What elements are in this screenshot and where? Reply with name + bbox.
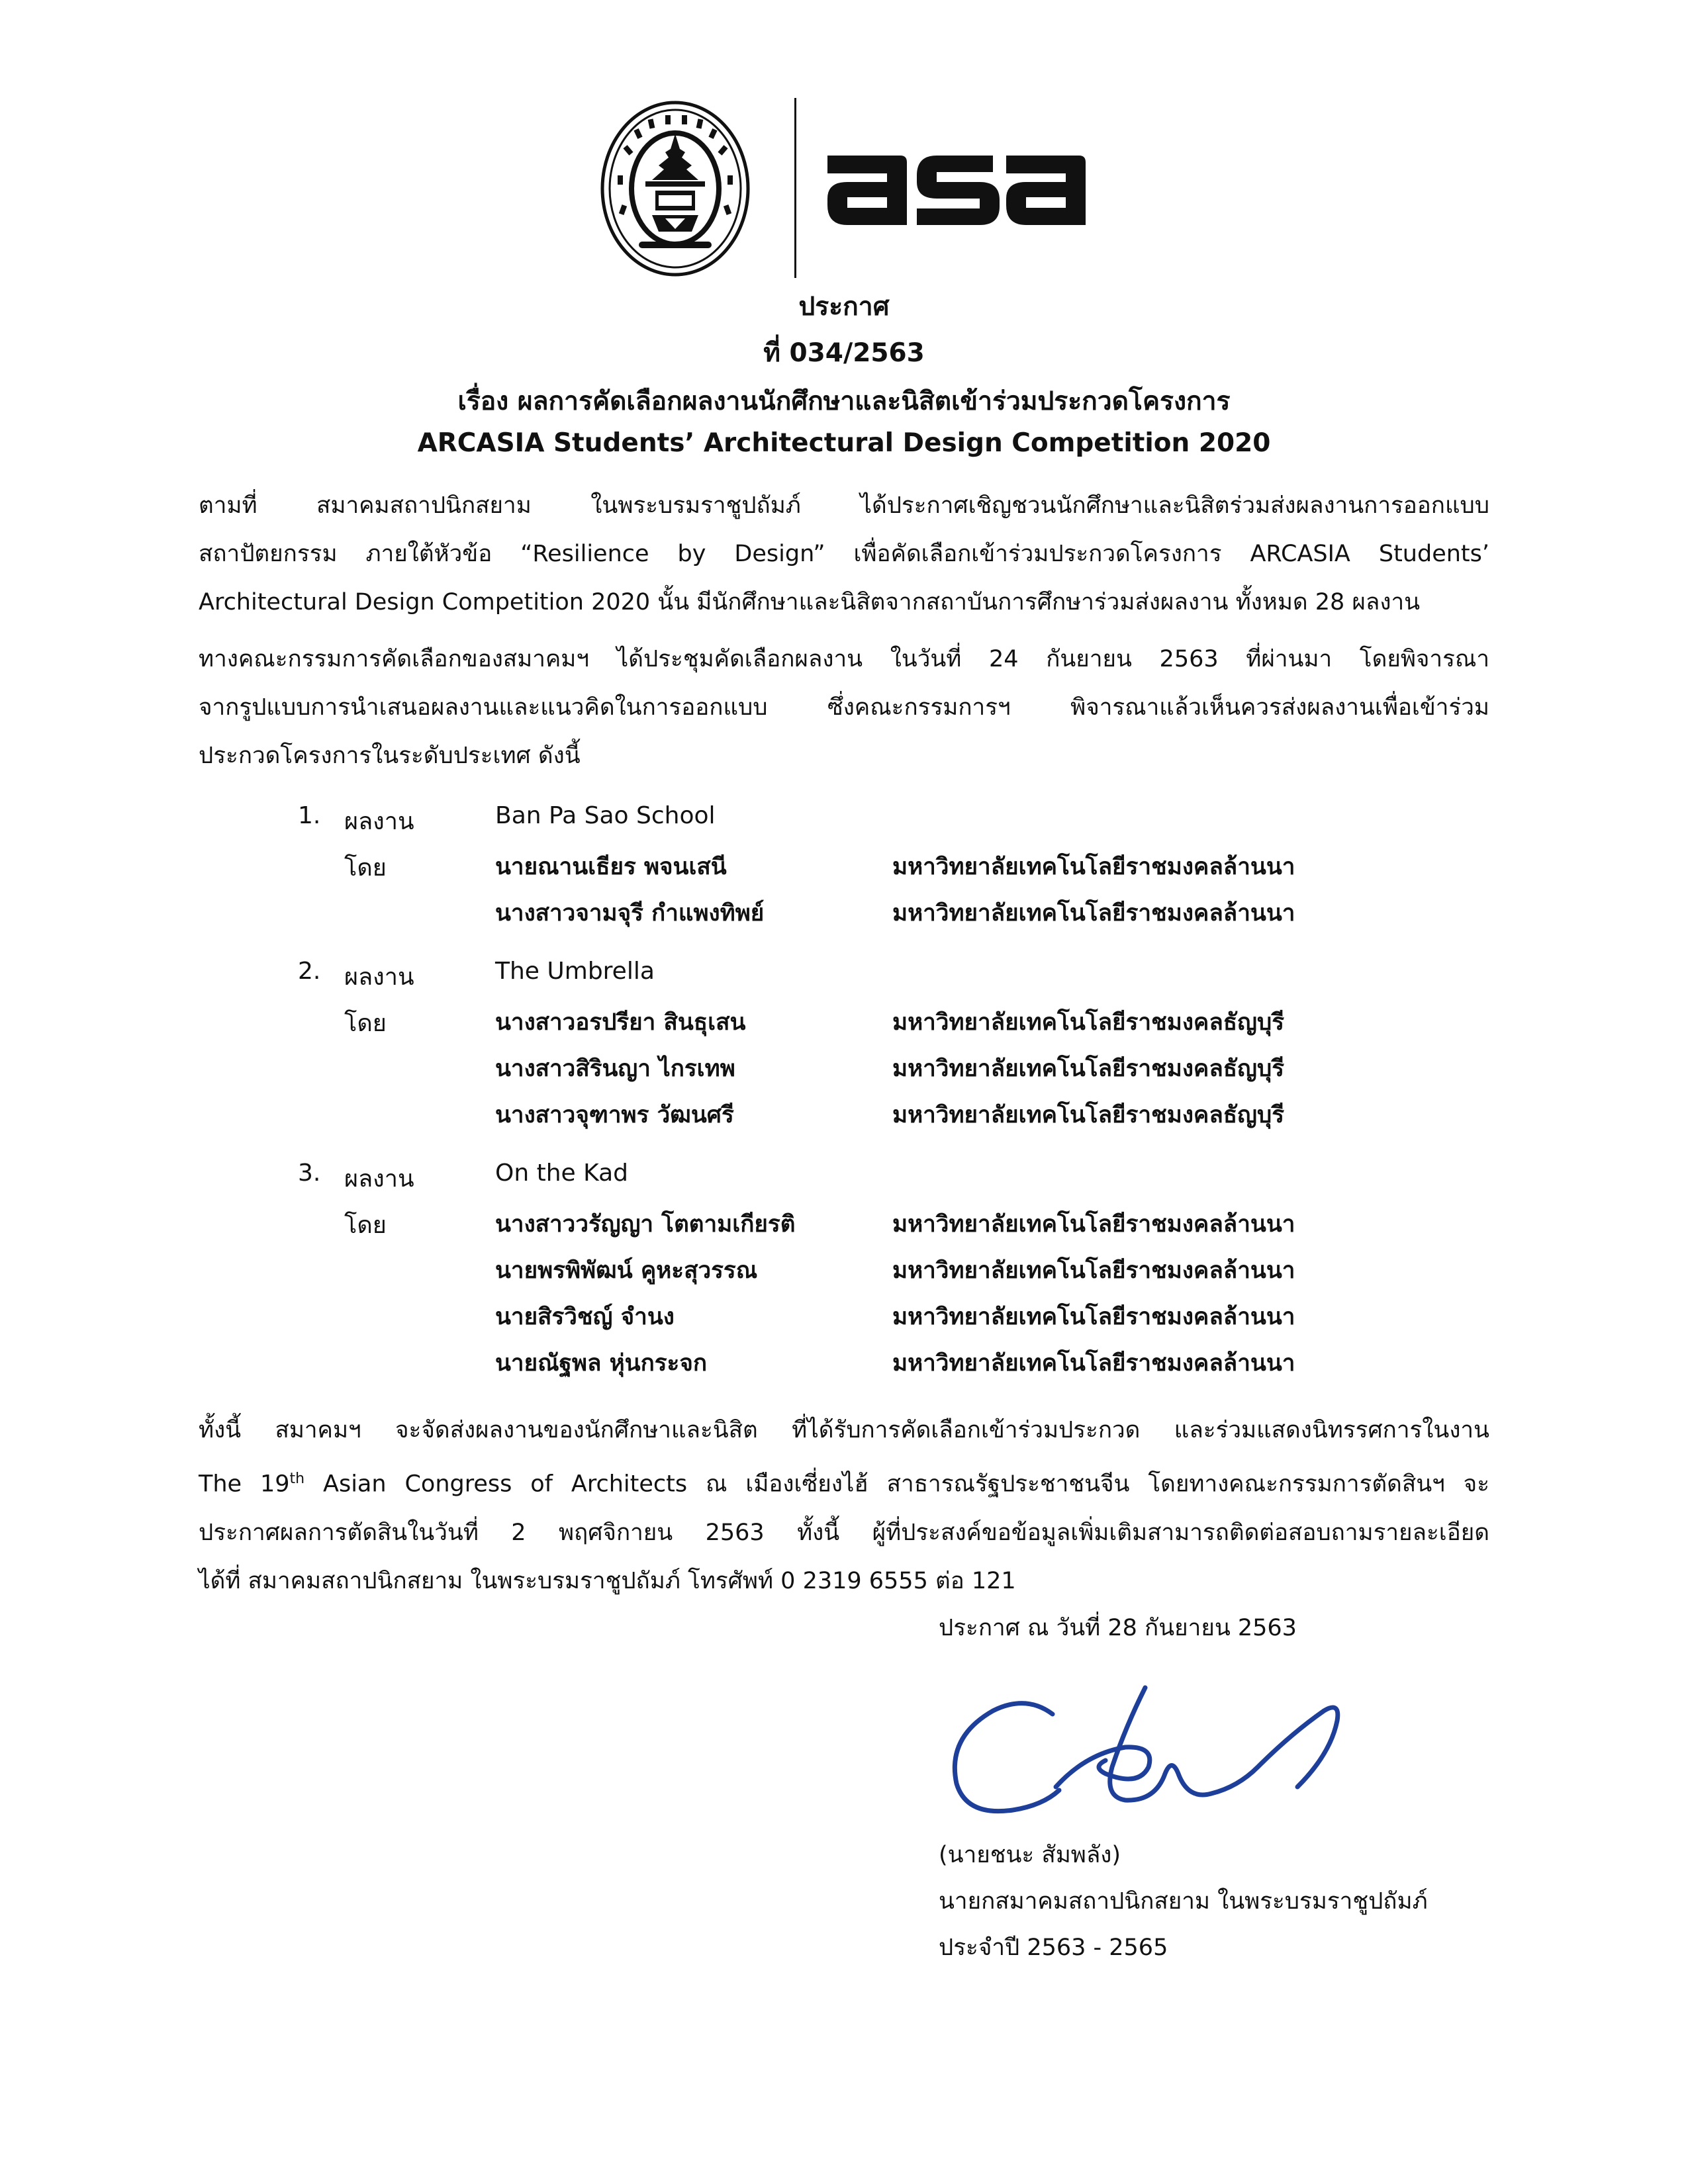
paragraph-line: ประกาศผลการตัดสินในวันที่ 2 พฤศจิกายน 2563 ทั้งนี้ ผู้ที่ประสงค์ขอข้อมูลเพิ่มเติมสามารถติดต่อสอบถามรายละเอียด <box>199 1519 1489 1546</box>
paragraph-line: จากรูปแบบการนำเสนอผลงานและแนวคิดในการออกแบบ ซึ่งคณะกรรมการฯ พิจารณาแล้วเห็นควรส่งผลงานเพื่อเข้าร่วม <box>199 694 1489 721</box>
member-name: นายณานเธียร พจนเสนี <box>495 854 727 880</box>
member-name: นางสาวจุฑาพร วัฒนศรี <box>495 1102 734 1128</box>
work-label: ผลงาน <box>344 1165 414 1193</box>
by-label: โดย <box>344 1010 387 1037</box>
project-title: Ban Pa Sao School <box>495 802 716 829</box>
signer-name: (นายชนะ สัมพลัง) <box>939 1842 1121 1868</box>
ordinal-suffix: th <box>289 1471 305 1487</box>
paragraph-line <box>199 1455 1489 1509</box>
member-name: นางสาววรัญญา โตตามเกียรติ <box>495 1211 796 1238</box>
paragraph-line: ทั้งนี้ สมาคมฯ จะจัดส่งผลงานของนักศึกษาและนิสิต ที่ได้รับการคัดเลือกเข้าร่วมประกวด และร่วมแสดงนิทรรศการในงาน <box>199 1417 1489 1443</box>
paragraph-line: Architectural Design Competition 2020 นั้น มีนักศึกษาและนิสิตจากสถาบันการศึกษาร่วมส่งผลงาน ทั้งหมด 28 ผลงาน <box>199 589 1421 615</box>
member-university: มหาวิทยาลัยเทคโนโลยีราชมงคลล้านนา <box>892 1350 1295 1377</box>
member-university: มหาวิทยาลัยเทคโนโลยีราชมงคลล้านนา <box>892 1257 1295 1284</box>
work-label: ผลงาน <box>344 964 414 991</box>
paragraph-line: ทางคณะกรรมการคัดเลือกของสมาคมฯ ได้ประชุมคัดเลือกผลงาน ในวันที่ 24 กันยายน 2563 ที่ผ่านมา โดยพิจารณา <box>199 646 1489 672</box>
announcement-number: ที่ 034/2563 <box>763 338 925 368</box>
congress-prefix: The 19 <box>199 1471 290 1498</box>
member-university: มหาวิทยาลัยเทคโนโลยีราชมงคลธัญบุรี <box>892 1102 1284 1128</box>
member-name: นายสิรวิชญ์ จำนง <box>495 1304 675 1330</box>
member-university: มหาวิทยาลัยเทคโนโลยีราชมงคลล้านนา <box>892 900 1295 927</box>
entry-number: 2. <box>298 958 321 985</box>
member-name: นายพรพิพัฒน์ คูหะสุวรรณ <box>495 1257 758 1284</box>
member-university: มหาวิทยาลัยเทคโนโลยีราชมงคลล้านนา <box>892 1211 1295 1238</box>
entry-number: 1. <box>298 802 321 829</box>
competition-title: ARCASIA Students’ Architectural Design Competition 2020 <box>417 428 1271 458</box>
paragraph-line: ตามที่ สมาคมสถาปนิกสยาม ในพระบรมราชูปถัมภ์ ได้ประกาศเชิญชวนนักศึกษาและนิสิตร่วมส่งผลงานการออกแบบ <box>199 492 1489 519</box>
asa-logo-icon <box>824 152 1086 228</box>
member-university: มหาวิทยาลัยเทคโนโลยีราชมงคลล้านนา <box>892 1304 1295 1330</box>
by-label: โดย <box>344 854 387 882</box>
member-university: มหาวิทยาลัยเทคโนโลยีราชมงคลธัญบุรี <box>892 1056 1284 1082</box>
member-university: มหาวิทยาลัยเทคโนโลยีราชมงคลธัญบุรี <box>892 1009 1284 1036</box>
announcement-heading: ประกาศ <box>798 292 890 322</box>
signer-position: นายกสมาคมสถาปนิกสยาม ในพระบรมราชูปถัมภ์ <box>939 1888 1428 1915</box>
seal-logo-icon <box>599 99 751 278</box>
member-name: นางสาวสิรินญา ไกรเทพ <box>495 1056 735 1082</box>
paragraph-submission <box>199 1406 1489 1606</box>
logo-divider <box>794 98 796 278</box>
paragraph-line: ได้ที่ สมาคมสถาปนิกสยาม ในพระบรมราชูปถัมภ์ โทรศัพท์ 0 2319 6555 ต่อ 121 <box>199 1567 1016 1594</box>
announcement-date: ประกาศ ณ วันที่ 28 กันยายน 2563 <box>939 1615 1297 1641</box>
paragraph-intro <box>199 482 1489 627</box>
announcement-subject: เรื่อง ผลการคัดเลือกผลงานนักศึกษาและนิสิตเข้าร่วมประกวดโครงการ <box>457 387 1231 416</box>
paragraph-committee <box>199 635 1489 780</box>
work-label: ผลงาน <box>344 808 414 835</box>
member-name: นางสาวจามจุรี กำแพงทิพย์ <box>495 900 765 927</box>
member-name: นายณัฐพล หุ่นกระจก <box>495 1350 708 1377</box>
by-label: โดย <box>344 1212 387 1239</box>
member-university: มหาวิทยาลัยเทคโนโลยีราชมงคลล้านนา <box>892 854 1295 880</box>
signer-term: ประจำปี 2563 - 2565 <box>939 1934 1168 1961</box>
paragraph-line: ประกวดโครงการในระดับประเทศ ดังนี้ <box>199 743 581 769</box>
member-name: นางสาวอรปรียา สินธุเสน <box>495 1009 746 1036</box>
paragraph-line: สถาปัตยกรรม ภายใต้หัวข้อ “Resilience by Design” เพื่อคัดเลือกเข้าร่วมประกวดโครงการ ARCASIA Students’ <box>199 541 1489 567</box>
signature-icon <box>927 1674 1377 1846</box>
congress-rest: Asian Congress of Architects ณ เมืองเซี่ยงไฮ้ สาธารณรัฐประชาชนจีน โดยทางคณะกรรมการตัดสินฯ จะ <box>305 1471 1489 1498</box>
project-title: On the Kad <box>495 1160 629 1187</box>
entry-number: 3. <box>298 1160 321 1187</box>
project-title: The Umbrella <box>495 958 655 985</box>
